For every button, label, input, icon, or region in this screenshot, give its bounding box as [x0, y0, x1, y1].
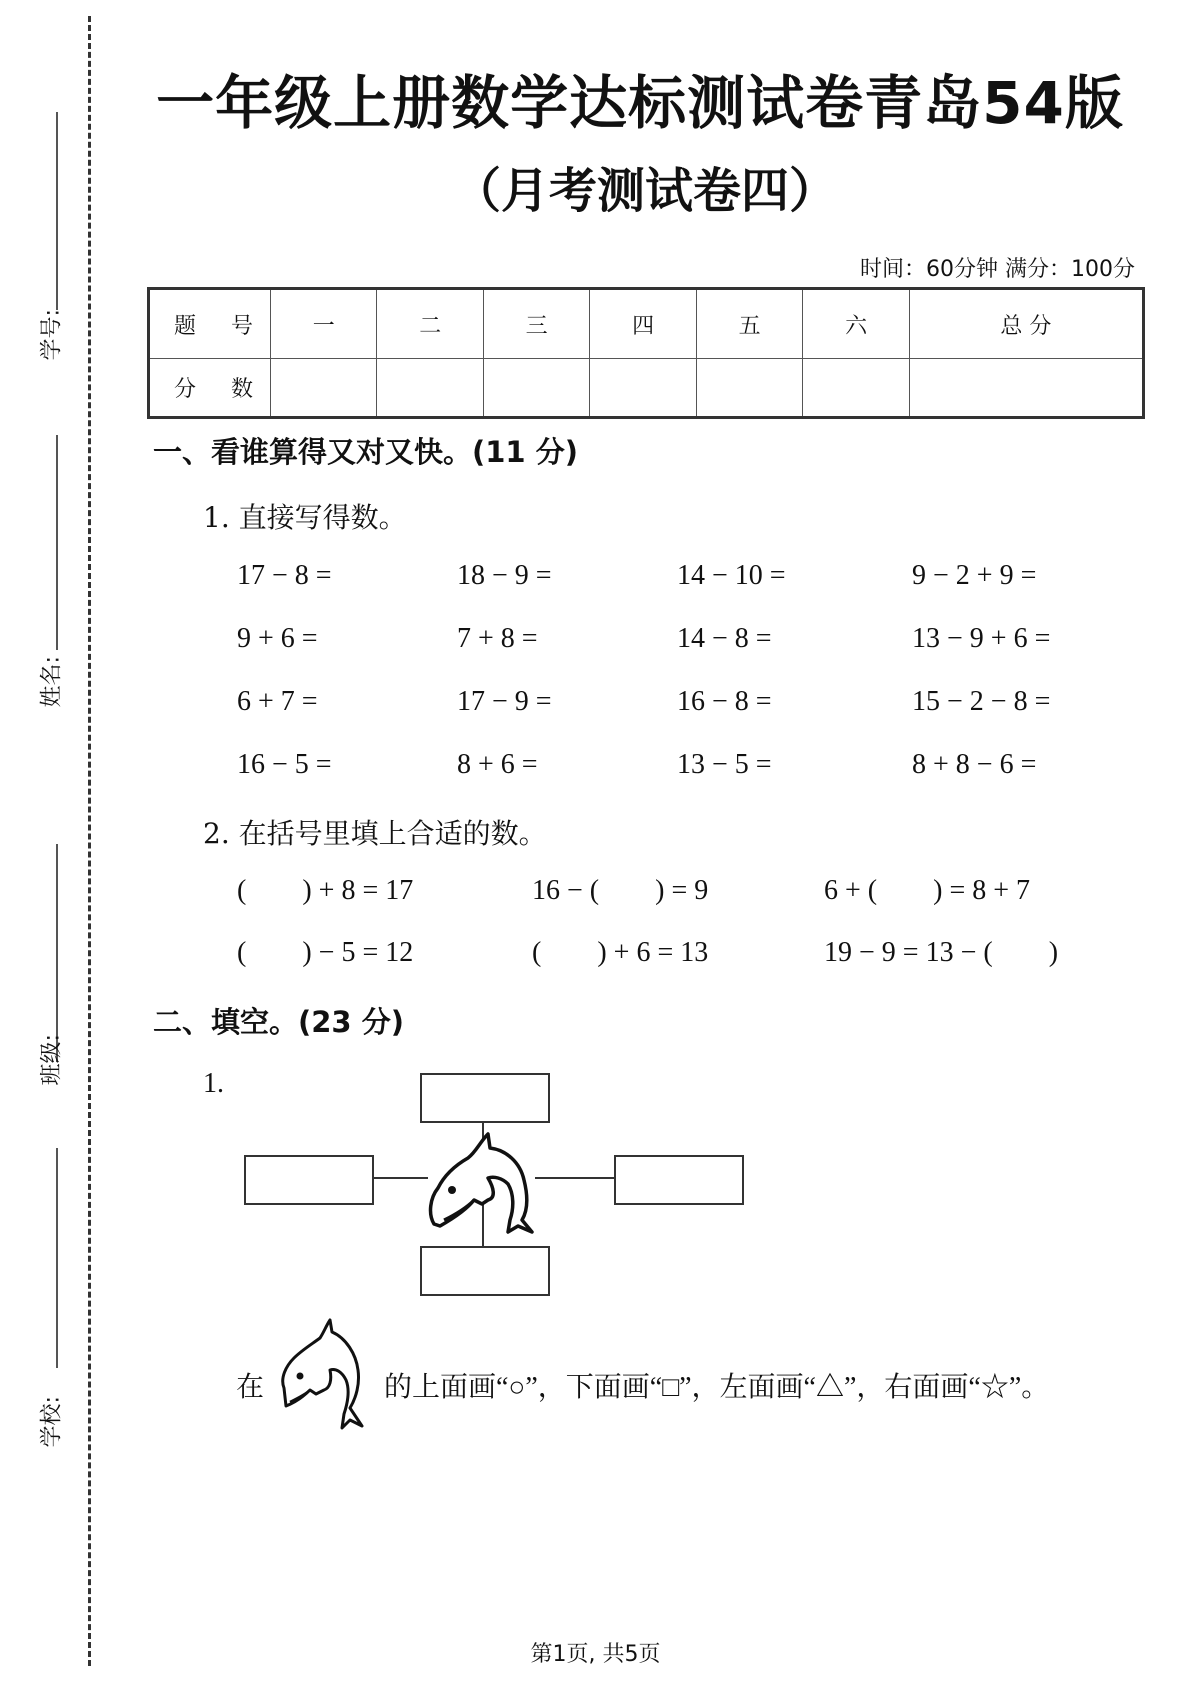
score-cell[interactable]	[271, 359, 377, 418]
fill-blank-equation[interactable]: 6 + ( ) = 8 + 7	[824, 875, 1031, 906]
class-label: 班级:	[39, 1034, 65, 1086]
answer-box-left[interactable]	[244, 1155, 374, 1205]
col-header: 一	[271, 289, 377, 359]
answer-box-top[interactable]	[420, 1073, 550, 1123]
q1-prompt: 1. 直接写得数。	[203, 501, 407, 534]
equation[interactable]: 17 − 9 =	[457, 686, 552, 717]
s2-q1-number: 1.	[203, 1068, 224, 1099]
equation[interactable]: 16 − 5 =	[237, 749, 332, 780]
row-label-question: 题 号	[149, 289, 271, 359]
cut-line	[88, 16, 91, 1666]
score-cell[interactable]	[909, 359, 1143, 418]
section1-heading: 一、看谁算得又对又快。(11 分)	[153, 435, 578, 469]
equation[interactable]: 8 + 8 − 6 =	[912, 749, 1037, 780]
col-header: 四	[590, 289, 696, 359]
fill-blank-equation[interactable]: ( ) + 6 = 13	[532, 937, 709, 968]
school-label: 学校:	[39, 1396, 65, 1448]
instruction-text: 的上面画“○”，下面画“□”，左面画“△”，右面画“☆”。	[384, 1372, 1050, 1403]
exam-meta: 时间：60分钟 满分：100分	[860, 257, 1135, 282]
equation[interactable]: 17 − 8 =	[237, 560, 332, 591]
row-label-score: 分 数	[149, 359, 271, 418]
name-label: 姓名:	[39, 656, 65, 708]
page-number: 第1页, 共5页	[530, 1642, 661, 1667]
q2-prompt: 2. 在括号里填上合适的数。	[203, 817, 547, 850]
fill-blank-equation[interactable]: 19 − 9 = 13 − ( )	[824, 937, 1059, 968]
score-cell[interactable]	[803, 359, 909, 418]
score-cell[interactable]	[696, 359, 802, 418]
student-id-label: 学号:	[39, 309, 65, 361]
fill-blank-equation[interactable]: ( ) + 8 = 17	[237, 875, 414, 906]
student-id-line[interactable]	[56, 112, 58, 310]
col-header: 五	[696, 289, 802, 359]
equation[interactable]: 9 + 6 =	[237, 623, 318, 654]
connector-right	[535, 1177, 615, 1179]
section2-heading: 二、填空。(23 分)	[153, 1005, 404, 1039]
score-cell[interactable]	[590, 359, 696, 418]
equation[interactable]: 14 − 10 =	[677, 560, 786, 591]
equation[interactable]: 8 + 6 =	[457, 749, 538, 780]
col-header: 总 分	[909, 289, 1143, 359]
equation[interactable]: 14 − 8 =	[677, 623, 772, 654]
score-table	[147, 287, 1145, 419]
col-header: 二	[377, 289, 483, 359]
score-cell[interactable]	[483, 359, 589, 418]
page-subtitle: （月考测试卷四）	[452, 163, 837, 219]
score-table-score-row	[149, 359, 1144, 418]
equation[interactable]: 18 − 9 =	[457, 560, 552, 591]
class-line[interactable]	[56, 844, 58, 1062]
fill-blank-equation[interactable]: ( ) − 5 = 12	[237, 937, 414, 968]
equation[interactable]: 13 − 9 + 6 =	[912, 623, 1051, 654]
dolphin-icon	[424, 1128, 536, 1234]
equation[interactable]: 13 − 5 =	[677, 749, 772, 780]
answer-box-right[interactable]	[614, 1155, 744, 1205]
equation[interactable]: 16 − 8 =	[677, 686, 772, 717]
connector-left	[372, 1177, 428, 1179]
score-cell[interactable]	[377, 359, 483, 418]
answer-box-bottom[interactable]	[420, 1246, 550, 1296]
col-header: 三	[483, 289, 589, 359]
equation[interactable]: 6 + 7 =	[237, 686, 318, 717]
col-header: 六	[803, 289, 909, 359]
fill-blank-equation[interactable]: 16 − ( ) = 9	[532, 875, 709, 906]
school-line[interactable]	[56, 1148, 58, 1368]
name-line[interactable]	[56, 435, 58, 650]
page-title: 一年级上册数学达标测试卷青岛54版	[156, 69, 1124, 137]
instruction-prefix: 在	[236, 1372, 265, 1403]
score-table-header-row	[149, 289, 1144, 359]
equation[interactable]: 7 + 8 =	[457, 623, 538, 654]
equation[interactable]: 9 − 2 + 9 =	[912, 560, 1037, 591]
dolphin-inline-icon	[272, 1318, 382, 1430]
equation[interactable]: 15 − 2 − 8 =	[912, 686, 1051, 717]
